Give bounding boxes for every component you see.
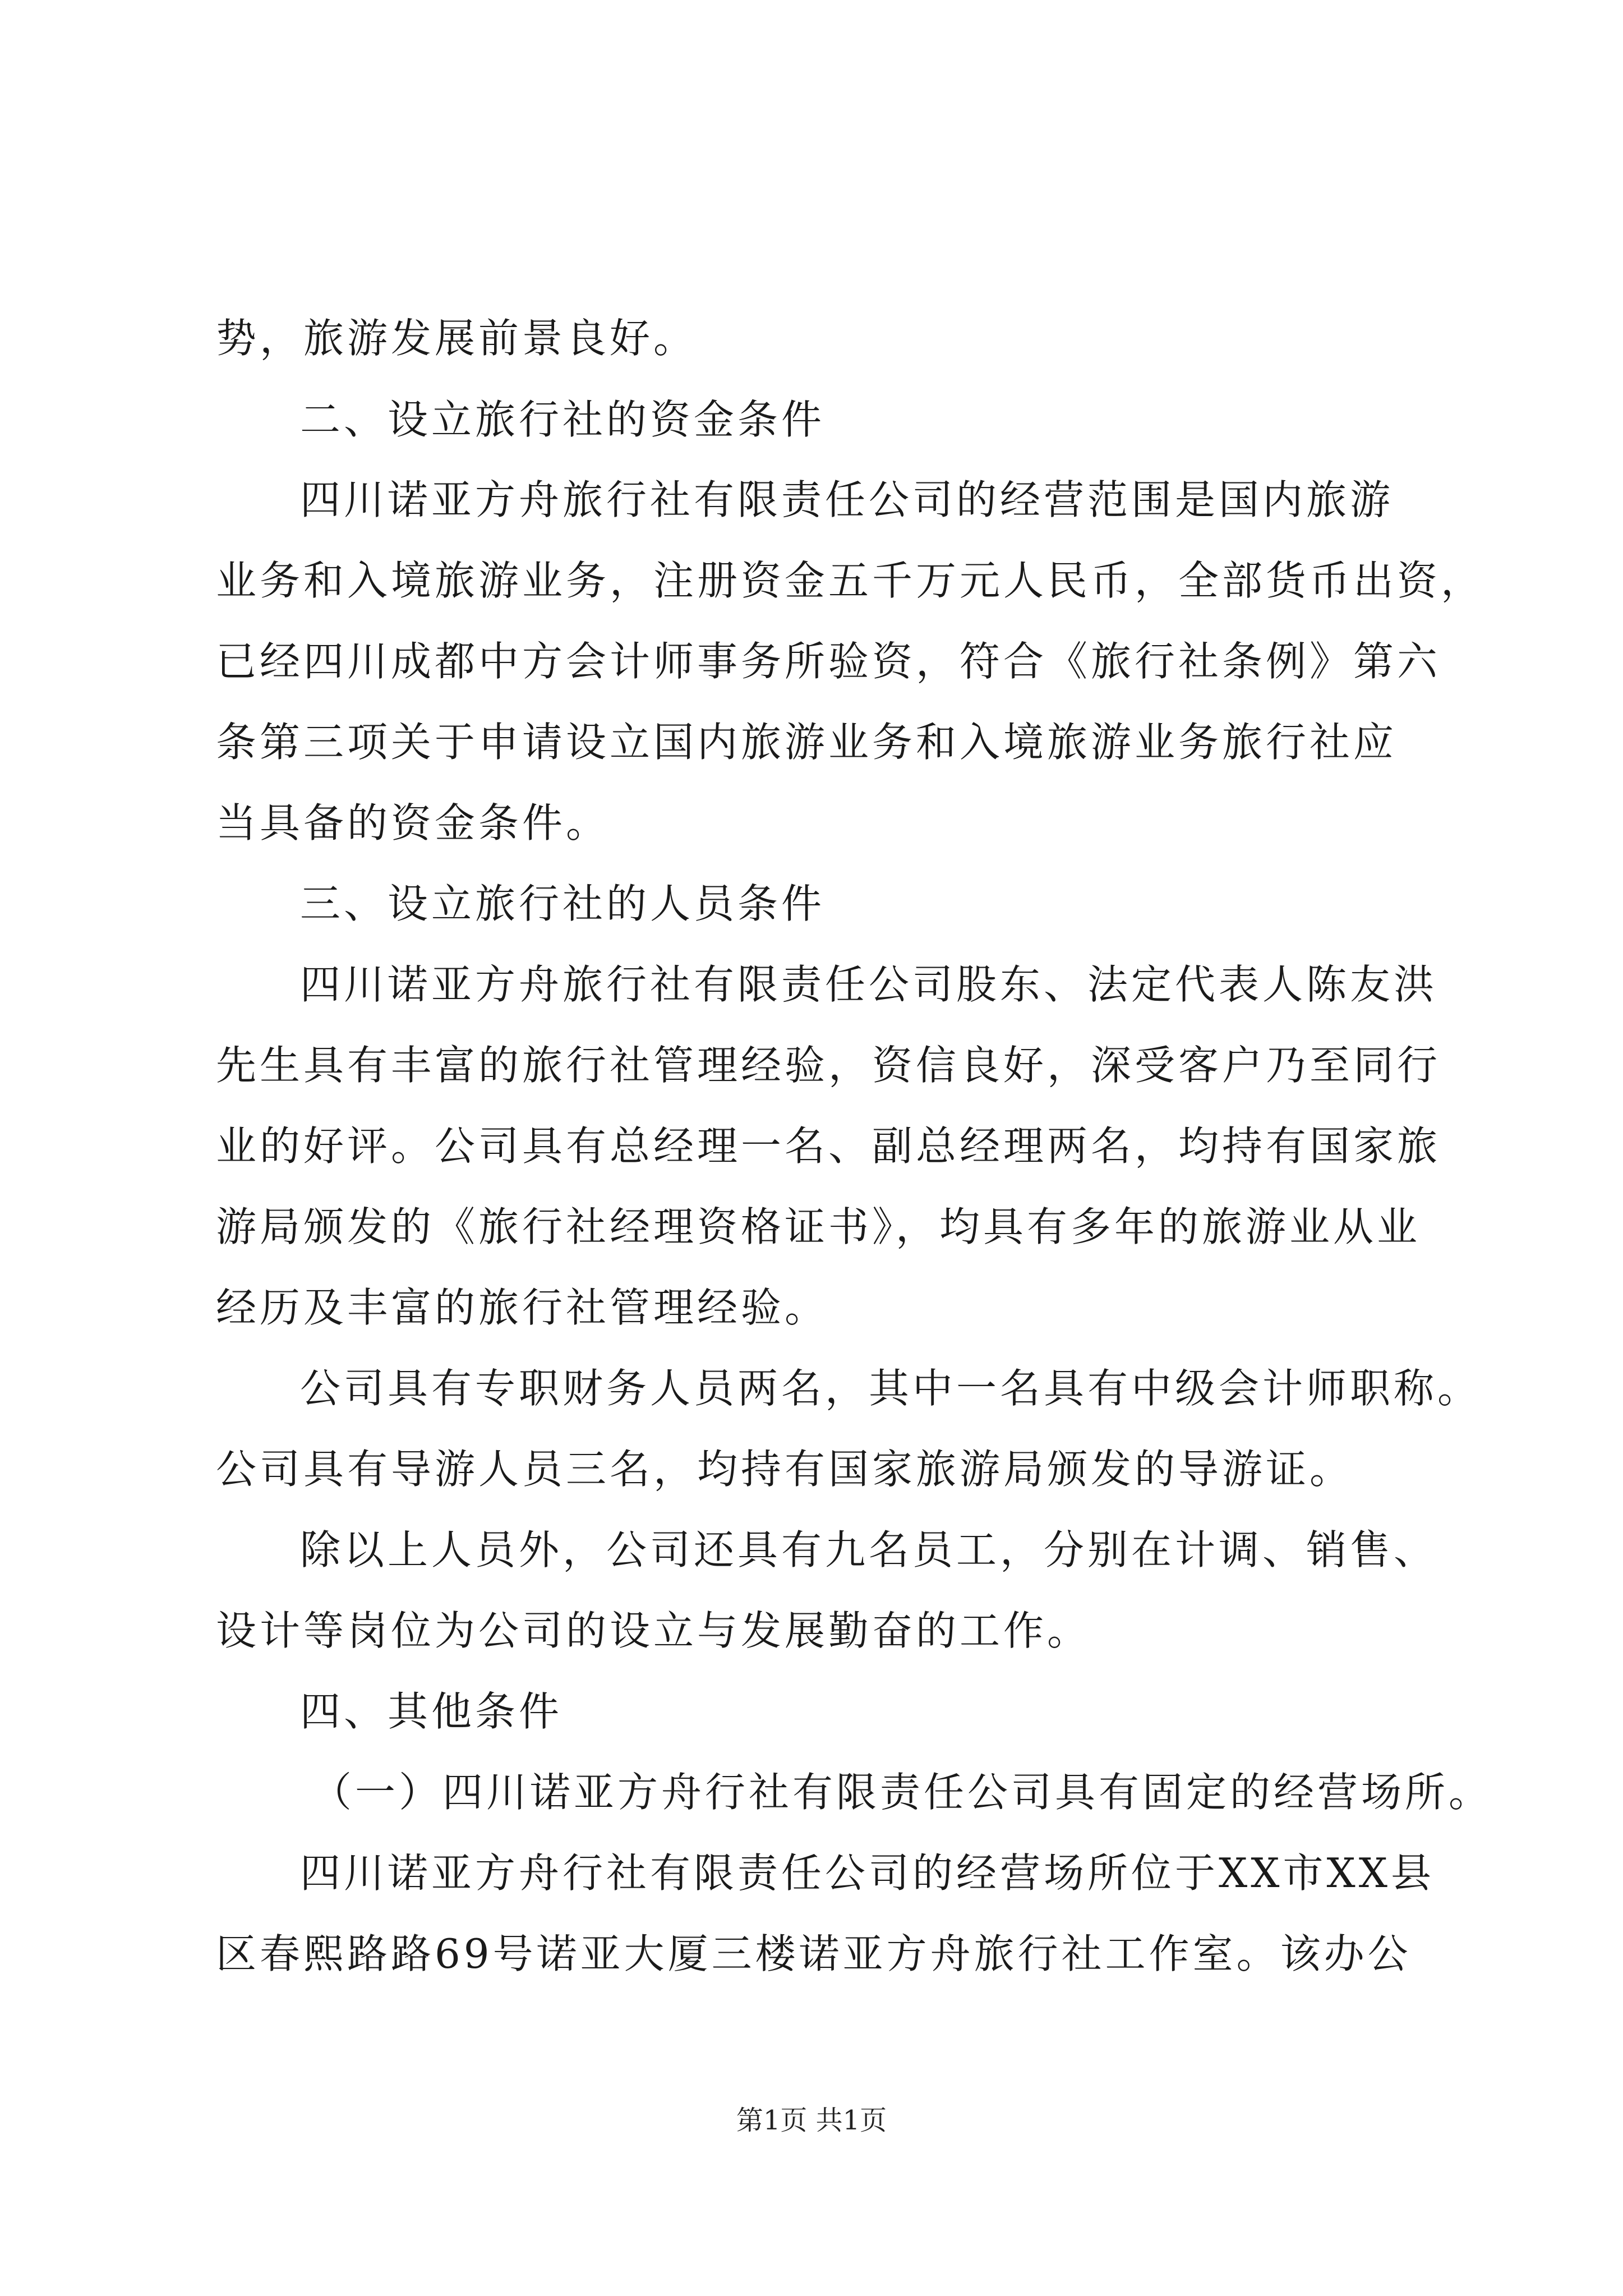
paragraph-line: 业务和入境旅游业务，注册资金五千万元人民币，全部货币出资， — [216, 557, 1485, 604]
paragraph-line: 经历及丰富的旅行社管理经验。 — [216, 1284, 829, 1331]
section-heading-personnel: 三、设立旅行社的人员条件 — [300, 880, 826, 927]
paragraph-line: 除以上人员外，公司还具有九名员工，分别在计调、销售、 — [300, 1526, 1438, 1573]
paragraph-line: 公司具有导游人员三名，均持有国家旅游局颁发的导游证。 — [216, 1446, 1354, 1493]
paragraph-line: 当具备的资金条件。 — [216, 799, 610, 846]
paragraph-line: 业的好评。公司具有总经理一名、副总经理两名，均持有国家旅 — [216, 1122, 1441, 1170]
subsection-heading: （一）四川诺亚方舟行社有限责任公司具有固定的经营场所。 — [311, 1769, 1493, 1816]
page-number-footer: 第1页 共1页 — [736, 2105, 887, 2136]
paragraph-line: 势，旅游发展前景良好。 — [216, 315, 698, 362]
paragraph-line: 已经四川成都中方会计师事务所验资，符合《旅行社条例》第六 — [216, 638, 1441, 685]
paragraph-line: 区春熙路路69号诺亚大厦三楼诺亚方舟旅行社工作室。该办公 — [216, 1930, 1412, 1977]
paragraph-line: 条第三项关于申请设立国内旅游业务和入境旅游业务旅行社应 — [216, 719, 1398, 766]
paragraph-line: 公司具有专职财务人员两名，其中一名具有中级会计师职称。 — [300, 1365, 1482, 1412]
paragraph-line: 游局颁发的《旅行社经理资格证书》，均具有多年的旅游业从业 — [216, 1203, 1421, 1250]
paragraph-line: 四川诺亚方舟旅行社有限责任公司股东、法定代表人陈友洪 — [300, 961, 1438, 1008]
paragraph-line: 四川诺亚方舟行社有限责任公司的经营场所位于XX市XX县 — [300, 1849, 1435, 1897]
paragraph-line: 四川诺亚方舟旅行社有限责任公司的经营范围是国内旅游 — [300, 476, 1394, 523]
paragraph-line: 先生具有丰富的旅行社管理经验，资信良好，深受客户乃至同行 — [216, 1042, 1441, 1089]
paragraph-line: 设计等岗位为公司的设立与发展勤奋的工作。 — [216, 1607, 1091, 1654]
section-heading-other: 四、其他条件 — [300, 1688, 563, 1735]
section-heading-capital: 二、设立旅行社的资金条件 — [300, 396, 826, 443]
